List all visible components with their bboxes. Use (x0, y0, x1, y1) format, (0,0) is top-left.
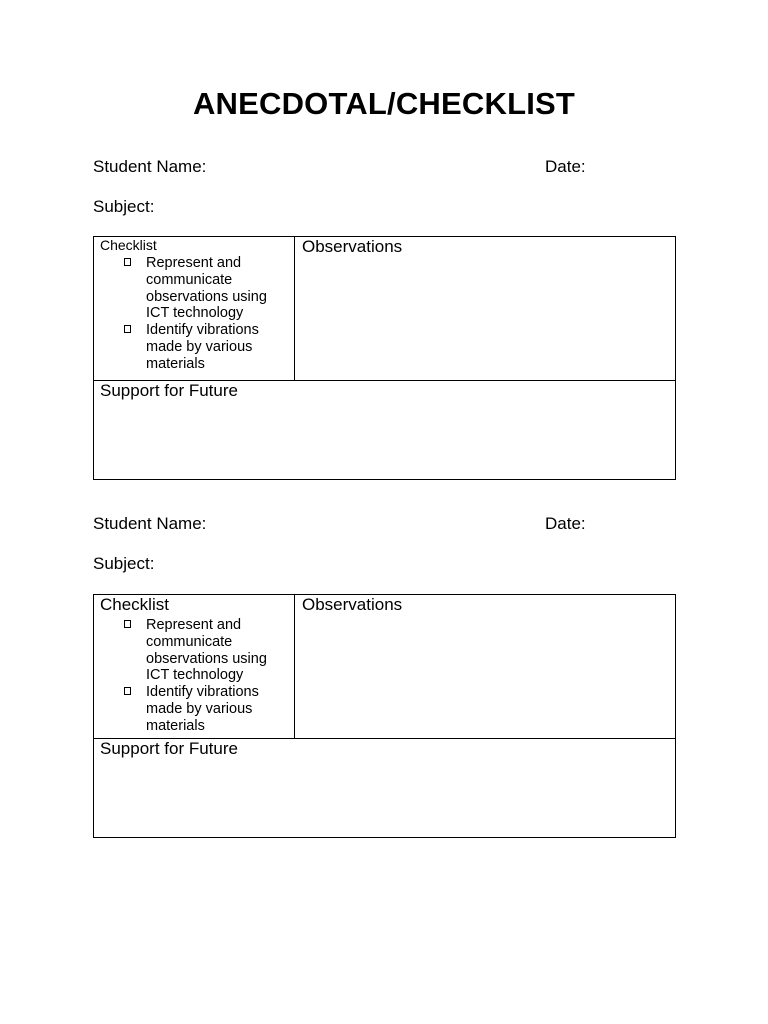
checklist-item-text: Represent and communicate observations using ICT technology (146, 617, 267, 684)
student-name-label: Student Name: (93, 157, 207, 176)
support-heading: Support for Future (100, 381, 238, 400)
checklist-cell (94, 237, 295, 380)
record-table (93, 594, 676, 838)
checklist-heading: Checklist (100, 595, 169, 614)
date-label: Date: (545, 514, 586, 533)
checklist-item-text: Identify vibrations made by various materials (146, 322, 259, 372)
subject-label: Subject: (93, 554, 155, 573)
subject-label: Subject: (93, 197, 155, 216)
checkbox-icon[interactable] (124, 325, 131, 333)
checklist-item (100, 684, 294, 734)
record-table-top-row (94, 595, 675, 739)
observations-heading: Observations (302, 595, 403, 614)
date-label: Date: (545, 157, 586, 176)
student-name-label: Student Name: (93, 514, 207, 533)
page-title: ANECDOTAL/CHECKLIST (192, 86, 576, 121)
checkbox-icon[interactable] (124, 687, 131, 695)
checklist-item-text: Represent and communicate observations using ICT technology (146, 255, 267, 322)
support-cell[interactable] (94, 739, 675, 837)
record-table-top-row (94, 237, 675, 381)
checkbox-icon[interactable] (124, 258, 131, 266)
checklist-items (100, 617, 294, 735)
checklist-heading: Checklist (100, 237, 157, 253)
observations-cell[interactable] (295, 237, 675, 380)
record-table (93, 236, 676, 480)
checkbox-icon[interactable] (124, 620, 131, 628)
checklist-item-text: Identify vibrations made by various materials (146, 684, 259, 734)
support-cell[interactable] (94, 381, 675, 479)
checklist-cell (94, 595, 295, 738)
observations-cell[interactable] (295, 595, 675, 738)
support-heading: Support for Future (100, 739, 238, 758)
checklist-items (100, 255, 294, 373)
checklist-item (100, 322, 294, 372)
checklist-item (100, 617, 294, 684)
checklist-item (100, 255, 294, 322)
observations-heading: Observations (302, 237, 403, 256)
